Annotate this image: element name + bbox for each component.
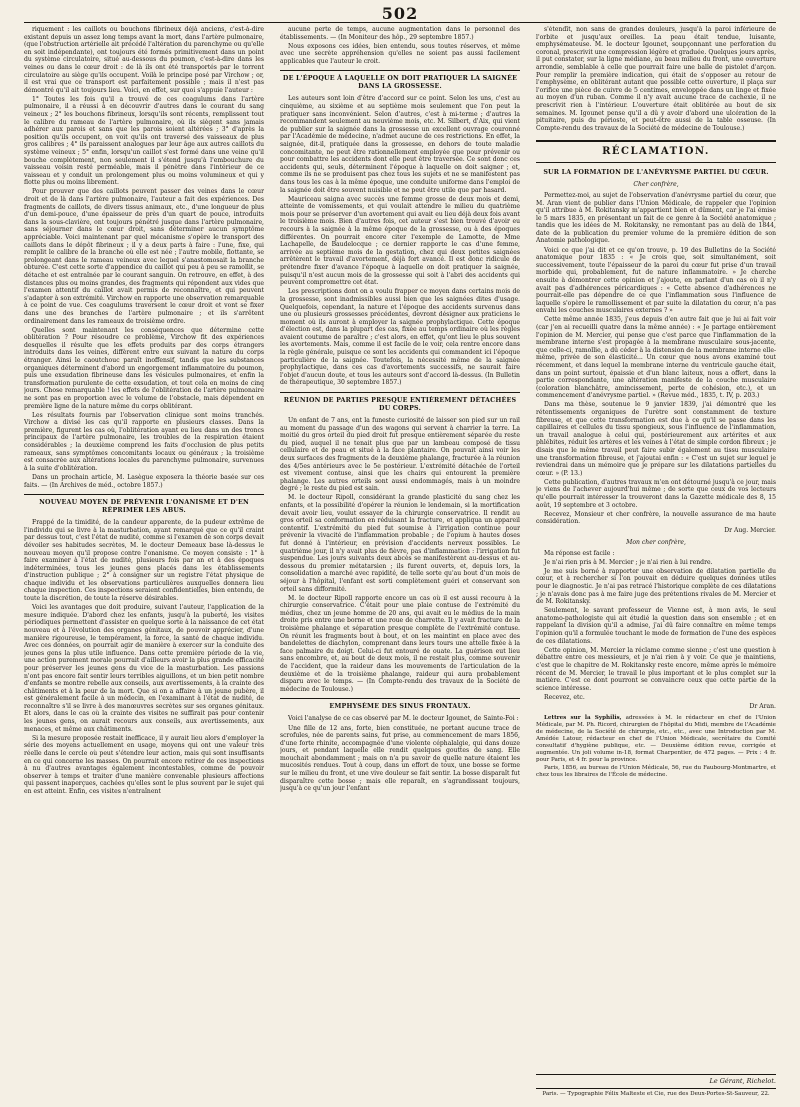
signature-aran: Dr Aran. xyxy=(749,702,776,710)
book-notice xyxy=(536,715,776,764)
article-heading-anevrysme: SUR LA FORMATION DE L'ANÉVRYSME PARTIEL DU CŒUR. xyxy=(543,169,769,177)
paragraph: s'étendît, non sans de grandes douleurs, jusqu'à la paroi inférieure de l'orbite et jusqu'aux oreilles. La peau était tendue, luisante, emphysémateuse. M. le docteur Igounet, soupçonnant une perforation du coronal, prescrivit une compression légère et graduée. Quelques jours après, il put constater, sur la ligne médiane, au beau milieu du front, une ouverture arrondie, semblable à celle que pourrait faire une balle de pistolet d'arçon. Pour remplir la première indication, qui était de s'opposer au retour de l'emphysème, en oblitérant autant que possible cette ouverture, il plaça sur l'orifice une pièce de cuivre de 5 centimes, enveloppée dans un linge et fixée au moyen d'un ruban. Comme il n'y avait aucune trace de cachexie, il ne prescrivit rien à l'intérieur. L'ouverture était oblitérée au bout de six semaines. M. Igounet pense qu'il a dû y avoir d'abord une ulcération de la pituitaire, puis du périoste, et peut-être aussi de la table osseuse. (In Compte-rendu des travaux de la Société de médecine de Toulouse.) xyxy=(536,26,776,132)
column-3 xyxy=(536,26,776,1092)
article-heading-emphyseme: EMPHYSÈME DES SINUS FRONTAUX. xyxy=(280,698,520,711)
paragraph: M. le docteur Ripoll, considérant la grande plasticité du sang chez les enfants, et la possibilité d'opérer la réunion le lendemain, si la mortification devait avoir lieu, voulut essayer de la chirurgie conservatrice. Il rendit au gros orteil sa conformation en réduisant la fracture, et appliqua un appareil contentif. L'extrémité du pied fut soumise à l'irrigation continue pour prévenir la vivacité de l'inflammation probable ; de l'opium à hautes doses fut donné à l'intérieur, en prévision d'accidents nerveux possibles. Le quatrième jour, il n'y avait plus de fièvre, pas d'inflammation : l'irrigation fut suspendue. Les jours suivants deux abcès se manifestèrent au-dessus et au-dessous du premier métatarsien ; ils furent ouverts, et, depuis lors, la consolidation a marché avec rapidité, de telle sorte qu'au bout d'un mois de séjour à l'hôpital, l'enfant est sorti complètement guéri et conservant son orteil sans difformité. xyxy=(280,494,520,593)
paragraph: Si la mesure proposée restait inefficace, il y aurait lieu alors d'employer la série des moyens actuellement en usage, moyens qui ont une valeur très réelle dans le cercle où peut s'étendre leur action, mais qui sont insuffisants en ce qui concerne les masses. On pourrait encore retirer de ces inspections à nu d'autres avantages également incontestables, comme de pouvoir observer à temps et traiter d'une manière convenable plusieurs affections qui passent inaperçues, cachées qu'elles sont le plus souvent par le sujet qui en est atteint. Enfin, ces visites n'entraînent xyxy=(24,734,264,795)
article-heading-saignee: DE L'ÉPOQUE À LAQUELLE ON DOIT PRATIQUER LA SAIGNÉE DANS LA GROSSESSE. xyxy=(280,70,520,91)
paragraph: Seulement, le savant professeur de Vienne est, à mon avis, le seul anatomo-pathologiste qui ait étudié la question dans son ensemble ; et en rappelant la division qu'il a admise, j'ai dû faire connaître en même temps l'opinion qu'il a formulée touchant le mode de formation de l'une des espèces de ces dilatations. xyxy=(536,607,776,645)
paragraph: Dans un prochain article, M. Lasègue exposera la théorie basée sur ces faits. — (In Archives de méd., octobre 1857.) xyxy=(24,473,264,489)
salutation: Mon cher confrère, xyxy=(626,539,686,547)
paragraph: Je me suis borné à rapporter une observation de dilatation partielle du cœur, et à rechercher si l'on pouvait en déduire quelques données utiles pour le diagnostic. Je n'ai pas retracé l'historique complète de ces dilatations ; je n'avais donc pas à me faire juge des prétentions rivales de M. Mercier et de M. Rokitansky. xyxy=(536,567,776,606)
signature-mercier: Dr Aug. Mercier. xyxy=(724,527,776,535)
paragraph: Mauriceau saigna avec succès une femme grosse de deux mois et demi, atteinte de vomissements, et qui voulait attendre le milieu du quatrième mois pour se préserver d'un avortement qui avait eu lieu déjà deux fois avant le troisième mois. Bien d'autres fois, cet auteur s'est bien trouvé d'avoir eu recours à la saignée à la même époque de la grossesse, ou à des époques différentes. On pourrait encore citer l'exemple de Lamotte, de Mme Lachapelle, de Baudelocque ; ce dernier rapporte le cas d'une femme, arrivée au septième mois de la gestation, chez qui deux petites saignées arrêtèrent le travail d'avortement, déjà fort avancé. Il est donc ridicule de prétendre fixer d'avance l'époque à laquelle on doit pratiquer la saignée, puisqu'il n'est aucun mois de la grossesse qui soit à l'abri des accidents qui peuvent compromettre cet état. xyxy=(280,195,520,287)
paragraph: Quelles sont maintenant les conséquences que détermine cette oblitération ? Pour résoudre ce problème, Virchow fit des expériences desquelles il résulte que les effets produits par des corps étrangers introduits dans les veines, diffèrent entre eux suivant la nature du corps étranger. Ainsi le caoutchouc paraît inoffensif, tandis que les substances organiques déterminent d'abord un engorgement inflammatoire du poumon, puis une exsudation fibrineuse dans les vésicules pulmonaires, et enfin la transformation purulente de cette exsudation, et tout cela en moins de cinq jours. Chose remarquable ! les effets de l'oblitération de l'artère pulmonaire ne sont pas en proportion avec le volume de l'obstacle, mais dépendent en première ligne de la nature même du corps oblitérant. xyxy=(24,326,264,410)
paragraph: riquement : les caillots ou bouchons fibrineux déjà anciens, c'est-à-dire existant depuis un assez long temps avant la mort, dans l'artère pulmonaire, (que l'obstruction artérielle ait précédé l'altération du parenchyme ou qu'elle en soit indépendante), ont toujours été formés primitivement dans un point du système circulatoire, situé au-dessous du poumon, c'est-à-dire dans les veines ou dans le cœur droit : de là ils ont été transportés par le torrent circulatoire au siège qu'ils occupent. Voilà le principe posé par Virchow ; or, il est vrai que ce transport est parfaitement possible ; mais il n'est pas démontré qu'il ait toujours lieu. Voici, en effet, sur quoi s'appuie l'auteur : xyxy=(24,26,264,94)
paragraph: Frappé de la timidité, de la candeur apparente, de la pudeur extrême de l'individu qui se livre à la masturbation, ayant remarqué que ce qu'il craint par dessus tout, c'est l'état de nudité, comme si l'examen de son corps devait dévoiler ses habitudes secrètes, M. le docteur Demeaux base là-dessus le nouveau moyen qu'il propose contre l'onanisme. Ce moyen consiste : 1° à faire examiner à l'état de nudité, plusieurs fois par an et à des époques indéterminées, tous les jeunes gens placés dans les établissements d'instruction publique ; 2° à consigner sur un registre l'état physique de chaque individu et les observations particulières auxquelles donnera lieu chaque inspection. Ces inspections seraient confidentielles, bien entendu, de toute la discrétion, de toute la réserve désirables. xyxy=(24,519,264,603)
paragraph: Dans ma thèse, soutenue le 9 janvier 1839, j'ai démontré que les rétentissements organiques de l'urètre sont constamment de texture fibreuse, et que cette transformation est due à ce qu'il se passe dans les capillaires et cellules du tissu spongieux, sous l'influence de l'inflammation, un travail analogue à celui qui, postérieurement aux artérites et aux phlébites, réduit les artères et les veines à l'état de simple cordon fibreux ; je disais que le même travail peut faire subir également au tissu musculaire une transformation fibreuse, et j'ajoutai enfin : « C'est un sujet sur lequel je reviendrai dans un mémoire que je prépare sur les dilatations partielles du cœur. » (P. 13.) xyxy=(536,401,776,477)
paragraph: Cette même année 1835, j'eus depuis d'en autre fait que je lui ai fait voir (car j'en ai recueilli quatre dans la même année) : « Je partage entièrement l'opinion de M. Mercier, qui pense que c'est parce que l'inflammation de la membrane interne s'est propagée à la membrane musculaire sous-jacente, que celle-ci, ramollie, a dû céder à la distension de la membrane interne elle-même, privée de son élasticité... Un cœur que nous avons examiné tout récemment, et dans lequel la membrane interne du ventricule gauche était, dans un point surtout, épaissie et d'un blanc laiteux, nous a offert, dans la partie correspondante, une altération manifeste de la couche musculaire (coloration blanchâtre, amincissement, perte de cohésion, etc.), et un commencement d'anévrysme partiel. » (Revue méd., 1835, t. IV, p. 203.) xyxy=(536,316,776,400)
paragraph: Ma réponse est facile : xyxy=(544,549,615,557)
paragraph: Les prescriptions dont on a voulu frapper ce moyen dans certains mois de la grossesse, sont inadmissibles aussi bien que les saignées dites d'usage. Quelquefois, cependant, la nature et l'époque des accidents survenus dans une ou plusieurs grossesses précédentes, devront désigner aux praticiens le moment où ils auront à employer la saignée prophylactique. Cette époque d'élection est, dans la plupart des cas, fixée au temps ordinaire où les règles avaient coutume de paraître ; c'est alors, en effet, qu'ont lieu le plus souvent les avortements. Mais, comme il est facile de le voir, cela rentre encore dans la règle générale, puisque ce sont les accidents qui commandent ici l'époque particulière de la saignée. Toutefois, la nécessité même de la saignée prophylactique, dans ces cas d'avortements successifs, ne saurait faire l'objet d'aucun doute, et tous les auteurs sont d'accord là-dessus. (In Bulletin de thérapeutique, 30 septembre 1857.) xyxy=(280,288,520,387)
paragraph: Voici ce que j'ai dit et ce qu'on trouve, p. 19 des Bulletins de la Société anatomique pour 1835 : « Je crois que, soit simultanément, soit successivement, toute l'épaisseur de la paroi du cœur fut prise d'un travail morbide qui, probablement, fut de nature inflammatoire. » Je cherche ensuite à démontrer cette opinion et j'ajoute, en parlant d'un cas où il n'y avait pas d'adhérences péricardiques : « Cette absence d'adhérences ne pourrait-elle pas dépendre de ce que l'inflammation sous l'influence de laquelle s'opère le ramollissement et par suite la dilatation du cœur, n'a pas envahi les couches musculaires externes ? » xyxy=(536,246,776,315)
paragraph: Nous exposons ces idées, bien entendu, sous toutes réserves, et même avec une secrète appréhension qu'elles ne soient pas aussi facilement applicables que l'auteur le croit. xyxy=(280,42,520,65)
paragraph: Recevez, etc. xyxy=(544,693,585,701)
page-number: 502 xyxy=(381,4,419,23)
paragraph: Permettez-moi, au sujet de l'observation d'anévrysme partiel du cœur, que M. Aran vient de publier dans l'Union Médicale, de rappeler que l'opinion qu'il attribue à M. Rokitansky m'appartient bien et dûment, car je l'ai émise le 5 mars 1835, en présentant un fait de ce genre à la Société anatomique ; tandis que les idées de M. Rokitansky, ne remontant pas au delà de 1844, date de la publication du premier volume de la première édition de son Anatomie pathologique. xyxy=(536,191,776,245)
paragraph: 1° Toutes les fois qu'il a trouvé de ces coagulums dans l'artère pulmonaire, il a réussi à en découvrir d'autres dans le courant du sang veineux ; 2° les bouchons fibrineux, lorsqu'ils sont récents, remplissent tout le calibre du rameau de l'artère pulmonaire, où ils siègent sans jamais adhérer aux parois et sans que les parois soient altérées ; 3° d'après la position qu'ils occupent, on voit qu'ils ont traversé des vaisseaux de plus gros calibres ; 4° ils paraissent analogues par leur âge aux autres caillots du système veineux ; 5° enfin, lorsqu'un caillot s'est formé dans une veine qu'il bouche complètement, non seulement il s'étend jusqu'à l'embouchure du vaisseau voisin resté perméable, mais il pénètre dans l'intérieur de ce vaisseau et y conduit un prolongement plus ou moins volumineux et qui y flotte plus ou moins librement. xyxy=(24,95,264,187)
paragraph: Les résultats fournis par l'observation clinique sont moins tranchés. Virchow a divisé les cas qu'il rapporte en plusieurs classes. Dans la première, figurent les cas où, l'oblitération ayant eu lieu dans un des troncs principaux de l'artère pulmonaire, les troubles de la respiration étaient considérables ; la deuxième comprend les faits d'occlusion de plus petits rameaux, sans symptômes concomitants locaux ou généraux ; la troisième est consacrée aux altérations locales du parenchyme pulmonaire, survenues à la suite d'oblitération. xyxy=(24,411,264,472)
paragraph: Recevez, Monsieur et cher confrère, la nouvelle assurance de ma haute considération. xyxy=(536,510,776,526)
paragraph: Un enfant de 7 ans, ent la funeste curiosité de laisser son pied sur un rail au moment du passage d'un des wagons qui servent à charrier la terre. La moitié du gros orteil du pied droit fut presque entièrement séparée du reste du pied, auquel il ne tenait plus que par un lambeau composé de tissu cellulaire et de peau et situé à la face plantaire. On pouvait ainsi voir les deux surfaces des fragments de la deuxième phalange, fracturée à la réunion des 4/5es antérieurs avec le 5e postérieur. L'extrémité détachée de l'orteil est vivement contuse, ainsi que les chairs qui entourent la première phalange. Les autres orteils sont aussi endommagés, mais à un moindre degré ; le reste du pied est sain. xyxy=(280,417,520,493)
article-heading-onanisme: NOUVEAU MOYEN DE PRÉVENIR L'ONANISME ET D'EN RÉPRIMER LES ABUS. xyxy=(24,494,264,515)
column-1 xyxy=(24,26,264,1092)
book-notice-title: Lettres sur la Syphilis, xyxy=(544,714,622,721)
paragraph: Cette publication, d'autres travaux m'en ont détourné jusqu'à ce jour, mais je viens de l'achever aujourd'hui même ; de sorte que ceux de vos lecteurs qu'elle pourrait intéresser la trouveront dans la Gazette médicale des 8, 15 août, 19 septembre et 3 octobre. xyxy=(536,478,776,509)
gerant-line: Le Gérant, Richelot. xyxy=(536,1074,776,1085)
paragraph: Voici l'analyse de ce cas observé par M. le docteur Igounet, de Sainte-Foi : xyxy=(288,715,519,723)
paragraph: Voici les avantages que doit produire, suivant l'auteur, l'application de la mesure indiquée. D'abord chez les enfants, jusqu'à la puberté, les visites périodiques permettent d'assister en quelque sorte à la naissance de cet état nouveau et à l'évolution des organes génitaux, de pouvoir apprécier, d'une manière rigoureuse, le tempérament, la force, la santé de chaque individu. Avec ces données, on pourrait agir de manière à exercer sur la conduite des jeunes gens la plus utile influence. Dans cette première période de la vie, une action purement morale pourrait d'ailleurs avoir la plus grande efficacité pour préserver les jeunes gens du vice de la masturbation. Les passions n'ont pas encore fait sentir leurs terribles aiguillons, et un bien petit nombre d'enfants se montre rebelle aux conseils, aux avertissements, à la crainte des châtiments et à la peur de la mort. Que si on a affaire à un jeune pubère, il est généralement facile à un médecin, en l'examinant à l'état de nudité, de reconnaître s'il se livre à des manœuvres secrètes sur ses organes génitaux. Et alors, dans le cas où la crainte des visites ne suffirait pas pour contenir les jeunes gens, on aurait recours aux conseils, aux avertissements, aux menaces, et même aux châtiments. xyxy=(24,604,264,733)
book-notice-address: Paris, 1856, au bureau de l'Union Médicale, 56, rue du Faubourg-Montmartre, et chez tous les libraires de l'École de médecine. xyxy=(536,765,776,778)
header-rule xyxy=(24,22,776,23)
paragraph: Cette opinion, M. Mercier la réclame comme sienne ; c'est une question à débattre entre ces messieurs, et je n'ai rien à y voir. Ce que je maintiens, c'est que le chapitre de M. Rokitansky reste encore, même après le mémoire récent de M. Mercier, le travail le plus important et le plus complet sur la matière. C'est ce dont pourront se convaincre ceux que cette partie de la science intéresse. xyxy=(536,646,776,692)
paragraph: aucune perte de temps, aucune augmentation dans le personnel des établissements. — (In Moniteur des hôp., 29 septembre 1857.) xyxy=(280,26,520,41)
section-heading-reclamation: RÉCLAMATION. xyxy=(536,140,776,163)
paragraph: Une fille de 12 ans, forte, bien constituée, ne portant aucune trace de scrofules, née de parents sains, fut prise, au commencement de mars 1856, d'une forte rhinite, accompagnée d'une violente céphalalgie, qui dans douze jours, et pendant laquelle elle rendit quelques gouttes de sang. Elle mouchait abondamment ; mais on n'a pu savoir de quelle nature étaient les mucosités rendues. Tout à coup, dans un effort de toux, une bosse se forme sur le milieu du front, et une vive douleur se fait sentir. La bosse disparaît fut disparaître cette bosse ; mais elle reparaît, en s'agrandissant toujours, jusqu'à ce qu'un jour l'enfant xyxy=(280,724,520,793)
column-2 xyxy=(280,26,520,1092)
book-notice-body: adressées à M. le rédacteur en chef de l'Union Médicale, par M. Ph. Ricord, chirurgien de l'hôpital du Midi, membre de l'Académie de médecine, de la Société de chirurgie, etc., etc., avec une Introduction par M. Amédée Latour, rédacteur en chef de l'Union Médicale, secrétaire du Comité consultatif d'hygiène publique, etc. — Deuxième édition revue, corrigée et augmentée. Un joli volume in-18, format Charpentier, de 472 pages. — Prix : 4 fr. pour Paris, et 4 fr. pour la province. xyxy=(536,714,776,763)
paragraph: Pour prouver que des caillots peuvent passer des veines dans le cœur droit et de là dans l'artère pulmonaire, l'auteur a fait des expériences. Des fragments de caillots, de divers tissus animaux, etc., d'une longueur de plus d'un demi-pouce, d'une épaisseur de près d'un quart de pouce, introduits dans la sous-clavière, ont toujours pénétré jusque dans l'artère pulmonaire, sans séjourner dans le cœur droit, sans déterminer aucun symptôme appréciable. Voici maintenant par quel mécanisme s'opère le transport des caillots dans le dépôt fibrineux ; il y a deux parts à faire : l'une, fixe, qui remplit le calibre de la branche où elle est née ; l'autre mobile, flottante, se prolongeant dans le rameau veineux avec lequel s'anastomosait la branche obturée. C'est cette sorte d'appendice du caillot qui peu à peu se ramollit, se détache et est entraînée par le courant sanguin. On retrouve, en effet, à des distances plus ou moins grandes, des fragments qui répondent aux vides que l'examen attentif du caillot avait permis de reconnaître, et qui peuvent s'adapter à son extrémité. Virchow en rapporte une observation remarquable à ce point de vue. Ces coagulums traversent le cœur droit et vont se fixer dans une des branches de l'artère pulmonaire ; et ils s'arrêtent ordinairement dans les rameaux de troisième ordre. xyxy=(24,188,264,325)
paragraph: M. le docteur Ripoll rapporte encore un cas où il est aussi recouru à la chirurgie conservatrice. C'était pour une plaie contuse de l'extrémité du médius, chez un jeune homme de 20 ans, qui avait eu le médius de la main droite pris entre une borne et une roue de charrette. Il y avait fracture de la troisième phalange et séparation presque complète de l'extrémité contuse. On réunit les fragments bout à bout, et on les maintint en place avec des bandelettes de diachylon, comprenant dans leurs tours une attelle fixée à la face palmaire du doigt. Celui-ci fut entouré de ouate. La guérison eut lieu sans encombre, et, au bout de deux mois, il ne restait plus, comme souvenir de l'accident, que la raideur dans les mouvements de l'articulation de la deuxième et de la troisième phalange, raideur qui aura probablement disparu avec le temps. — (In Compte-rendu des travaux de la Société de médecine de Toulouse.) xyxy=(280,594,520,693)
article-heading-reunion: RÉUNION DE PARTIES PRESQUE ENTIÈREMENT DÉTACHÉES DU CORPS. xyxy=(280,392,520,413)
paragraph: Les auteurs sont loin d'être d'accord sur ce point. Selon les uns, c'est au cinquième, au sixième et au septième mois seulement que l'on peut la pratiquer sans inconvénient. Selon d'autres, c'est à mi-terme ; d'autres la recommandent seulement au neuvième mois, etc. M. Silbert, d'Aix, qui vient de publier sur la saignée dans la grossesse un excellent ouvrage couronné par l'Académie de médecine, n'admet aucune de ces restrictions. En effet, la saignée, dit-il, pratiquée dans la grossesse, en dehors de toute maladie concomitante, ne peut être rationnellement employée que pour prévenir ou pour combattre les accidents dont elle peut être traversée. Ce sont donc ces accidents qui, seuls, déterminent l'époque à laquelle on doit saigner ; et, comme ils ne se produisent pas chez tous les sujets et ne se manifestent pas dans tous les cas à la même époque, une conduite uniforme dans l'emploi de la saignée doit être souvent nuisible et ne peut être utile que par hasard. xyxy=(280,95,520,194)
printer-footer: Paris. — Typographie Félix Malteste et Cie, rue des Deux-Portes-St-Sauveur, 22. xyxy=(536,1088,776,1097)
paragraph: Je n'ai rien pris à M. Mercier ; je n'ai rien à lui rendre. xyxy=(544,558,713,566)
salutation: Cher confrère, xyxy=(633,181,679,189)
